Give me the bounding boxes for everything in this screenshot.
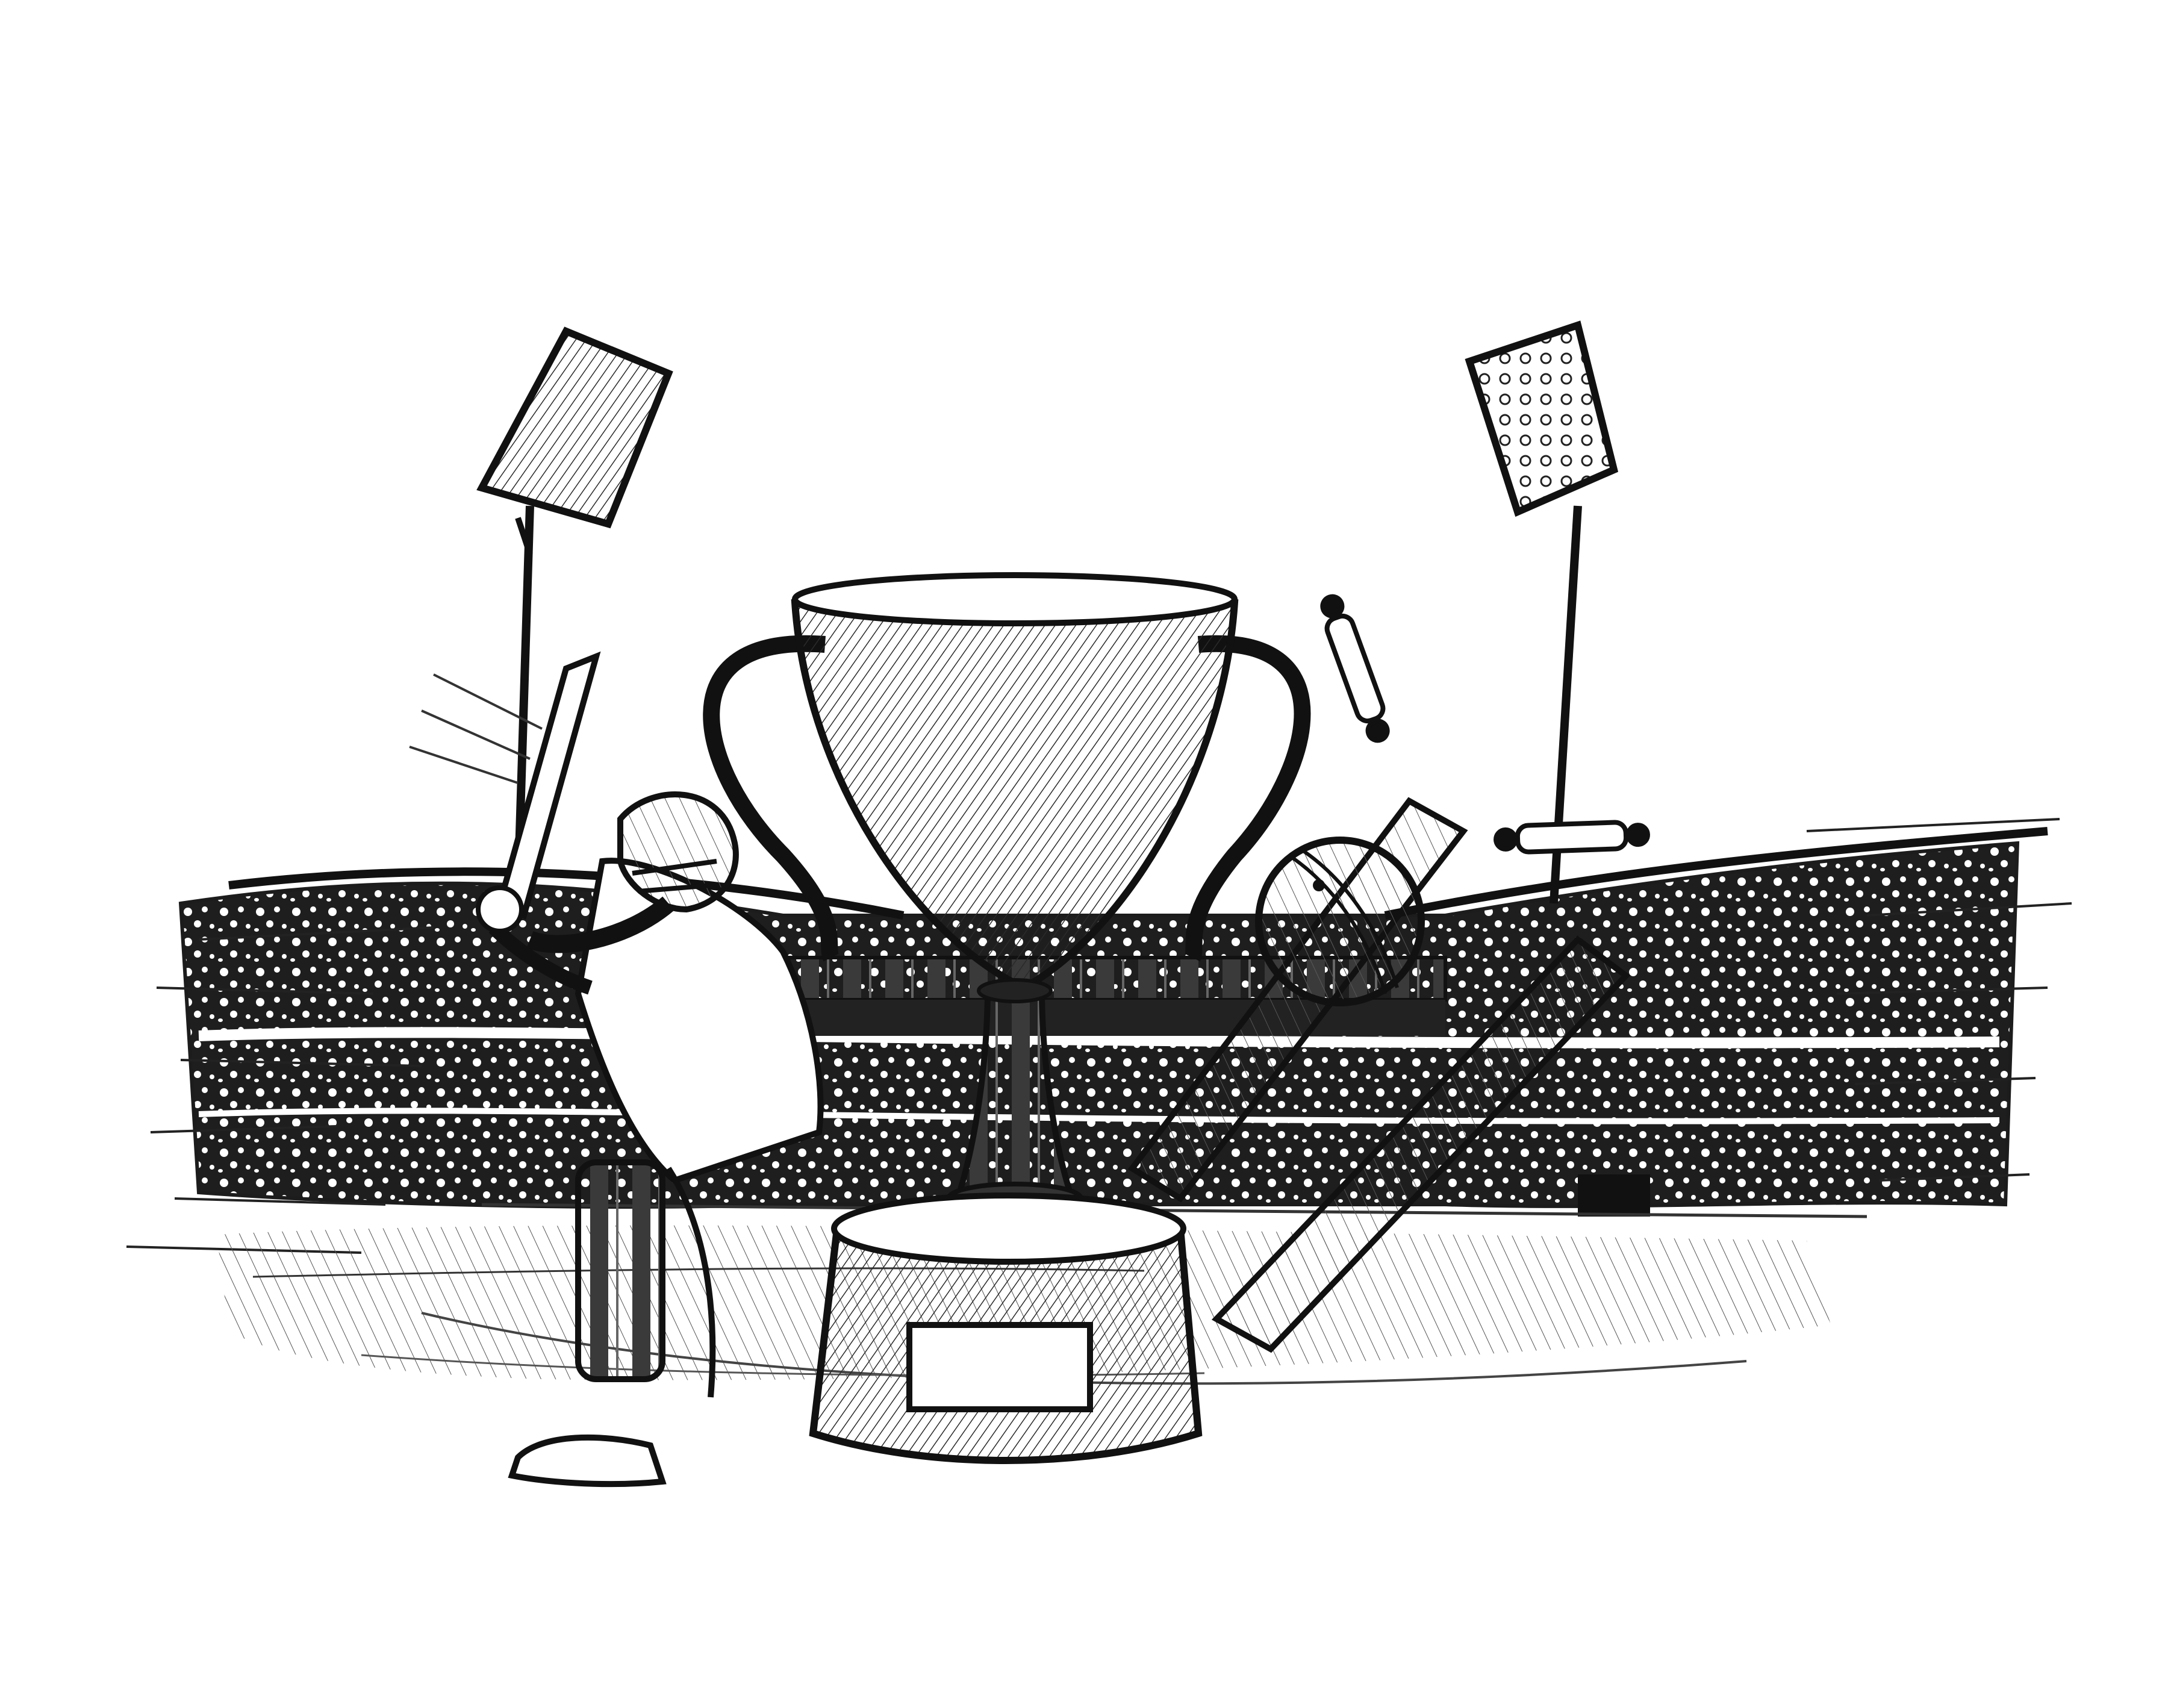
floodlight-right (1469, 325, 1614, 903)
cricket-ball (1259, 840, 1421, 1003)
flying-bails (1316, 593, 1648, 853)
